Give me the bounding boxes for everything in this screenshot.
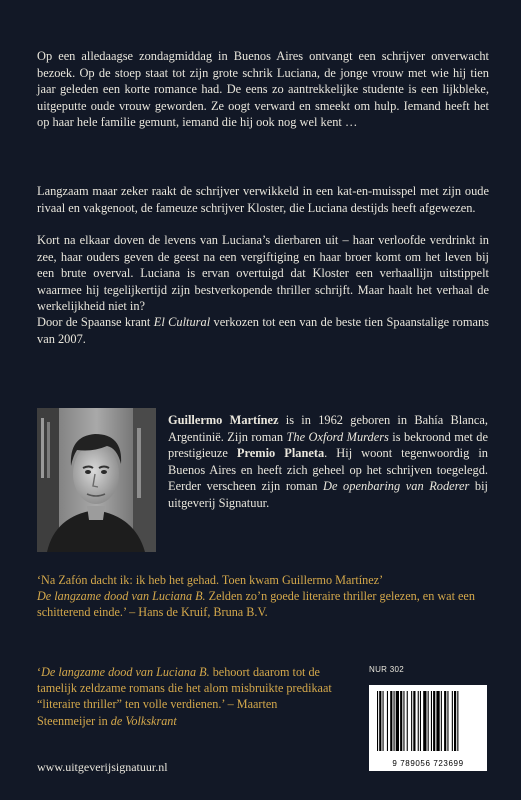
barcode-bar [418, 691, 419, 751]
publisher-website[interactable]: www.uitgeverijsignatuur.nl [37, 760, 168, 774]
barcode-bar [411, 691, 412, 751]
barcode-bar [400, 691, 402, 751]
barcode-bar [394, 691, 395, 751]
barcode-bars [369, 691, 487, 763]
barcode-bar [403, 691, 404, 751]
barcode-bar [454, 691, 456, 751]
author-photo [37, 408, 156, 552]
barcode-bar [396, 691, 399, 751]
barcode-bar [383, 691, 384, 751]
review-quote-1 [37, 572, 492, 621]
bio-book-2: De openbaring van Roderer [323, 479, 470, 494]
barcode-bar [444, 691, 446, 751]
review-quote-2 [37, 664, 337, 729]
bio-text-3: . Hij woont tegenwoordig in Buenos Aires en heeft zich geheel op het schrijven toegelegd. Eerder verscheen zijn roman [168, 446, 488, 494]
barcode-bar [413, 691, 415, 751]
blurb-paragraph-3 [37, 232, 489, 315]
author-bio [168, 412, 488, 512]
bio-prize: Premio Planeta [236, 446, 325, 461]
barcode-bar [441, 691, 442, 751]
blurb-text-2: Langzaam maar zeker raakt de schrijver verwikkeld in een kat-en-muisspel met zijn oude rivaal en vakgenoot, de fameuze schrijver Kloster, die Luciana destijds heeft afgewezen. [37, 184, 489, 215]
barcode-bar [377, 691, 378, 751]
bio-text-1: is in 1962 geboren in Bahía Blanca, Argentinië. Zijn roman [168, 413, 489, 444]
barcode-bar [436, 691, 439, 751]
barcode-bar [447, 691, 448, 751]
blurb-paragraph-2 [37, 183, 489, 216]
barcode-bar [423, 691, 426, 751]
barcode-bar [387, 691, 388, 751]
quote1-opening: ‘Na Zafón dacht ik: ik heb het gehad. Toen kwam Guillermo Martínez’ [37, 573, 384, 587]
barcode-bar [431, 691, 432, 751]
isbn-barcode [369, 685, 487, 771]
quote2-book-title: De langzame dood van Luciana B. [41, 665, 210, 679]
barcode-bar [457, 691, 458, 751]
bio-text-2: is bekroond met de prestigieuze [168, 429, 488, 461]
award-statement [37, 314, 489, 347]
blurb-text-1: Op een alledaagse zondagmiddag in Buenos Aires ontvangt een schrijver onverwacht bezoek. Op de stoep staat tot zijn grote schrik Luciana, de jonge vrouw met wie hij tien jaar geleden een korte romance had. De eens zo aantrekkelijke studente is een lijkbleke, uitgeputte oude vrouw geworden. Ze oogt verward en smeekt om hulp. Iemand heeft het op haar hele familie gemunt, iemand die hij ook nog wel kent … [37, 49, 489, 130]
nur-code: NUR 302 [369, 665, 405, 674]
quote2-text: behoort daarom tot de tamelijk zeldzame romans die het alom misbruikte predikaat “literaire thriller” ten volle verdienen.’ – Maarten Steenmeijer in [37, 665, 332, 728]
barcode-bar [420, 691, 421, 751]
barcode-bar [407, 691, 408, 751]
quote2-newspaper: de Volkskrant [110, 713, 177, 728]
barcode-bar [452, 691, 453, 751]
barcode-bar [428, 691, 429, 751]
barcode-bar [390, 691, 392, 751]
barcode-bar [379, 691, 381, 751]
quote1-book-title: De langzame dood van Luciana B. [37, 589, 206, 604]
bio-text-4: bij uitgeverij Signatuur. [168, 479, 489, 510]
quote2-open-mark: ‘ [37, 665, 42, 679]
isbn-number: 9 789056 723699 [392, 759, 464, 768]
author-name: Guillermo Martínez [168, 413, 279, 427]
award-text-after: verkozen tot een van de beste tien Spaanstalige romans van 2007. [37, 315, 489, 346]
award-text-before: Door de Spaanse krant [37, 315, 154, 329]
author-portrait-image [37, 408, 156, 552]
bio-book-1: The Oxford Murders [286, 429, 389, 444]
blurb-text-3: Kort na elkaar doven de levens van Luciana’s dierbaren uit – haar verloofde verdrinkt in zee, haar ouders geven de geest na een vergiftiging en haar broer komt om het leven bij een brute overval. Luciana is ervan overtuigd dat Kloster een verhaallijn uitstippelt waarmee hij tegelijkertijd zijn bestverkopende thriller schrijft. Maar haalt het verhaal de werkelijkheid niet in? [37, 233, 489, 314]
quote1-text: Zelden zo’n goede literaire thriller gelezen, en wat een schitterend einde.’ – Hans de Kruif, Bruna B.V. [37, 589, 475, 620]
barcode-bar [433, 691, 435, 751]
award-newspaper: El Cultural [153, 315, 211, 329]
blurb-paragraph-1 [37, 48, 489, 131]
